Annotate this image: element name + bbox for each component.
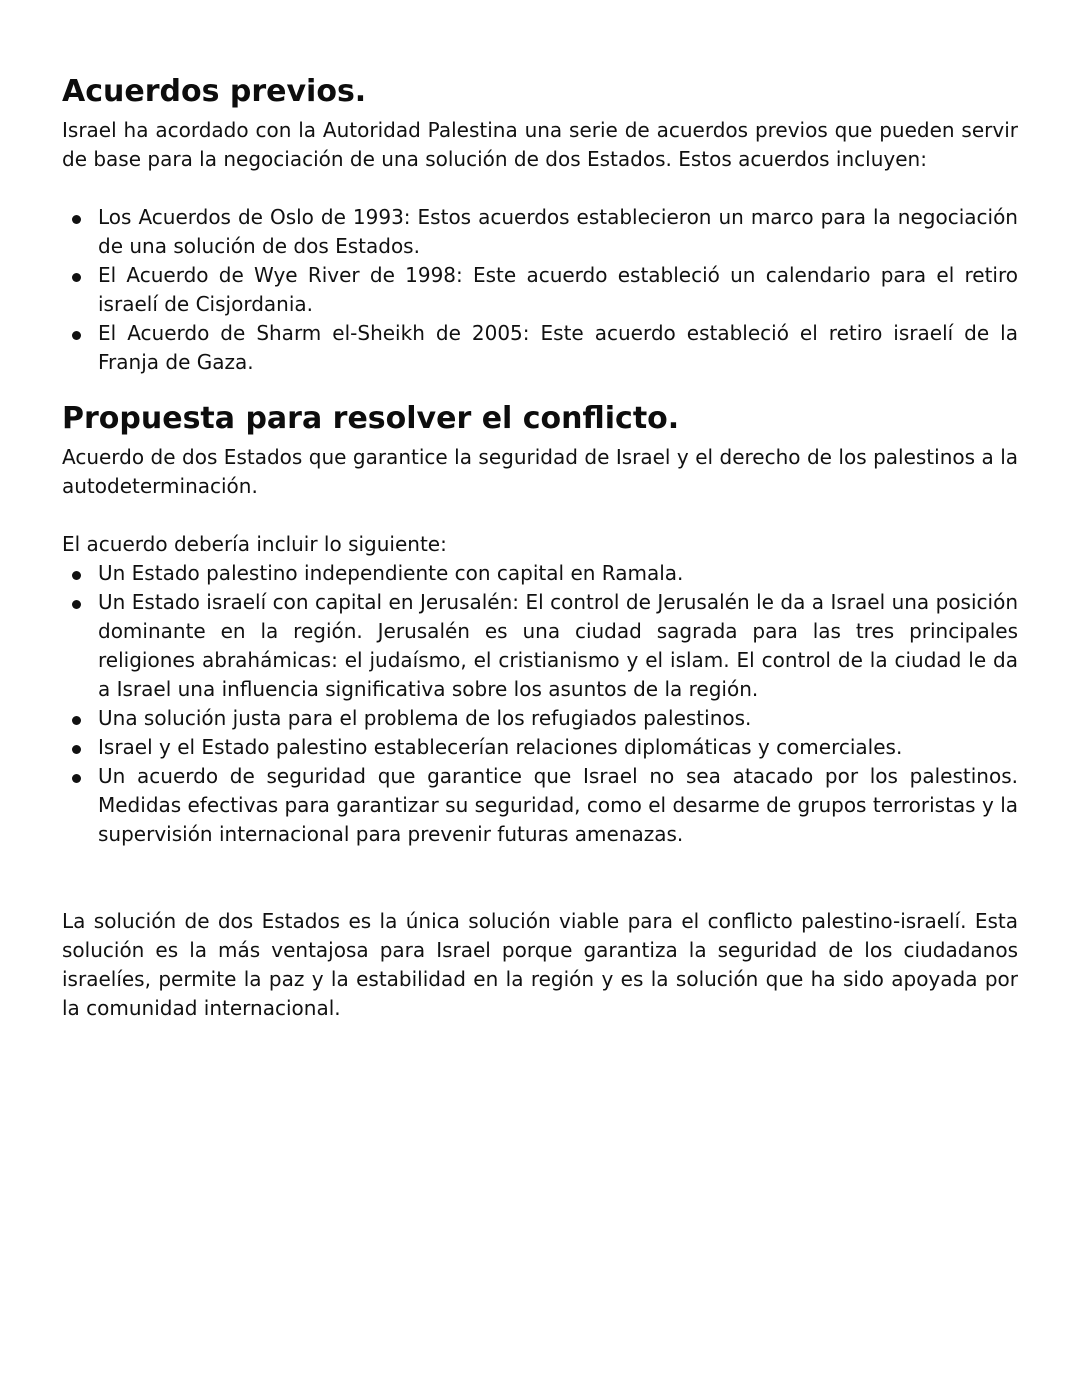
list-item (62, 704, 1018, 733)
list-item (62, 319, 1018, 377)
bullet-icon (72, 716, 81, 725)
proposal-list (62, 559, 1018, 849)
list-item (62, 762, 1018, 849)
section-acuerdos-previos (62, 72, 1018, 377)
list-item (62, 733, 1018, 762)
agreements-list (62, 203, 1018, 377)
bullet-icon (72, 745, 81, 754)
list-item-text: Una solución justa para el problema de los refugiados palestinos. (98, 706, 752, 730)
bullet-icon (72, 215, 81, 224)
conclusion-paragraph: La solución de dos Estados es la única solución viable para el conflicto palestino-israelí. Esta solución es la más ventajosa para Israel porque garantiza la seguridad de los ciudadanos israelíes, permite la paz y la estabilidad en la región y es la solución que ha sido apoyada por la comunidad internacional. (62, 909, 1018, 1020)
bullet-icon (72, 774, 81, 783)
list-item-text: Israel y el Estado palestino establecerían relaciones diplomáticas y comerciales. (98, 735, 903, 759)
list-item-text: Un acuerdo de seguridad que garantice que Israel no sea atacado por los palestinos. Medidas efectivas para garantizar su seguridad, como el desarme de grupos terroristas y la supervisión internacional para prevenir futuras amenazas. (98, 764, 1018, 846)
list-item-text: El Acuerdo de Wye River de 1998: Este acuerdo estableció un calendario para el retiro israelí de Cisjordania. (98, 263, 1018, 316)
list-item (62, 588, 1018, 704)
list-item (62, 559, 1018, 588)
section-propuesta (62, 399, 1018, 1023)
list-item (62, 261, 1018, 319)
list-lead: El acuerdo debería incluir lo siguiente: (62, 532, 447, 556)
list-item-text: El Acuerdo de Sharm el-Sheikh de 2005: Este acuerdo estableció el retiro israelí de la Franja de Gaza. (98, 321, 1018, 374)
section-heading: Acuerdos previos. (62, 74, 367, 109)
section-heading: Propuesta para resolver el conflicto. (62, 401, 680, 436)
list-item-text: Los Acuerdos de Oslo de 1993: Estos acuerdos establecieron un marco para la negociación de una solución de dos Estados. (98, 205, 1018, 258)
section-intro: Israel ha acordado con la Autoridad Palestina una serie de acuerdos previos que pueden servir de base para la negociación de una solución de dos Estados. Estos acuerdos incluyen: (62, 118, 1018, 171)
bullet-icon (72, 273, 81, 282)
list-item-text: Un Estado palestino independiente con capital en Ramala. (98, 561, 684, 585)
section-intro: Acuerdo de dos Estados que garantice la seguridad de Israel y el derecho de los palestinos a la autodeterminación. (62, 445, 1018, 498)
bullet-icon (72, 600, 81, 609)
bullet-icon (72, 571, 81, 580)
bullet-icon (72, 331, 81, 340)
list-item-text: Un Estado israelí con capital en Jerusalén: El control de Jerusalén le da a Israel una posición dominante en la región. Jerusalén es una ciudad sagrada para las tres principales religiones abrahámicas: el judaísmo, el cristianismo y el islam. El control de la ciudad le da a Israel una influencia significativa sobre los asuntos de la región. (98, 590, 1018, 701)
list-item (62, 203, 1018, 261)
